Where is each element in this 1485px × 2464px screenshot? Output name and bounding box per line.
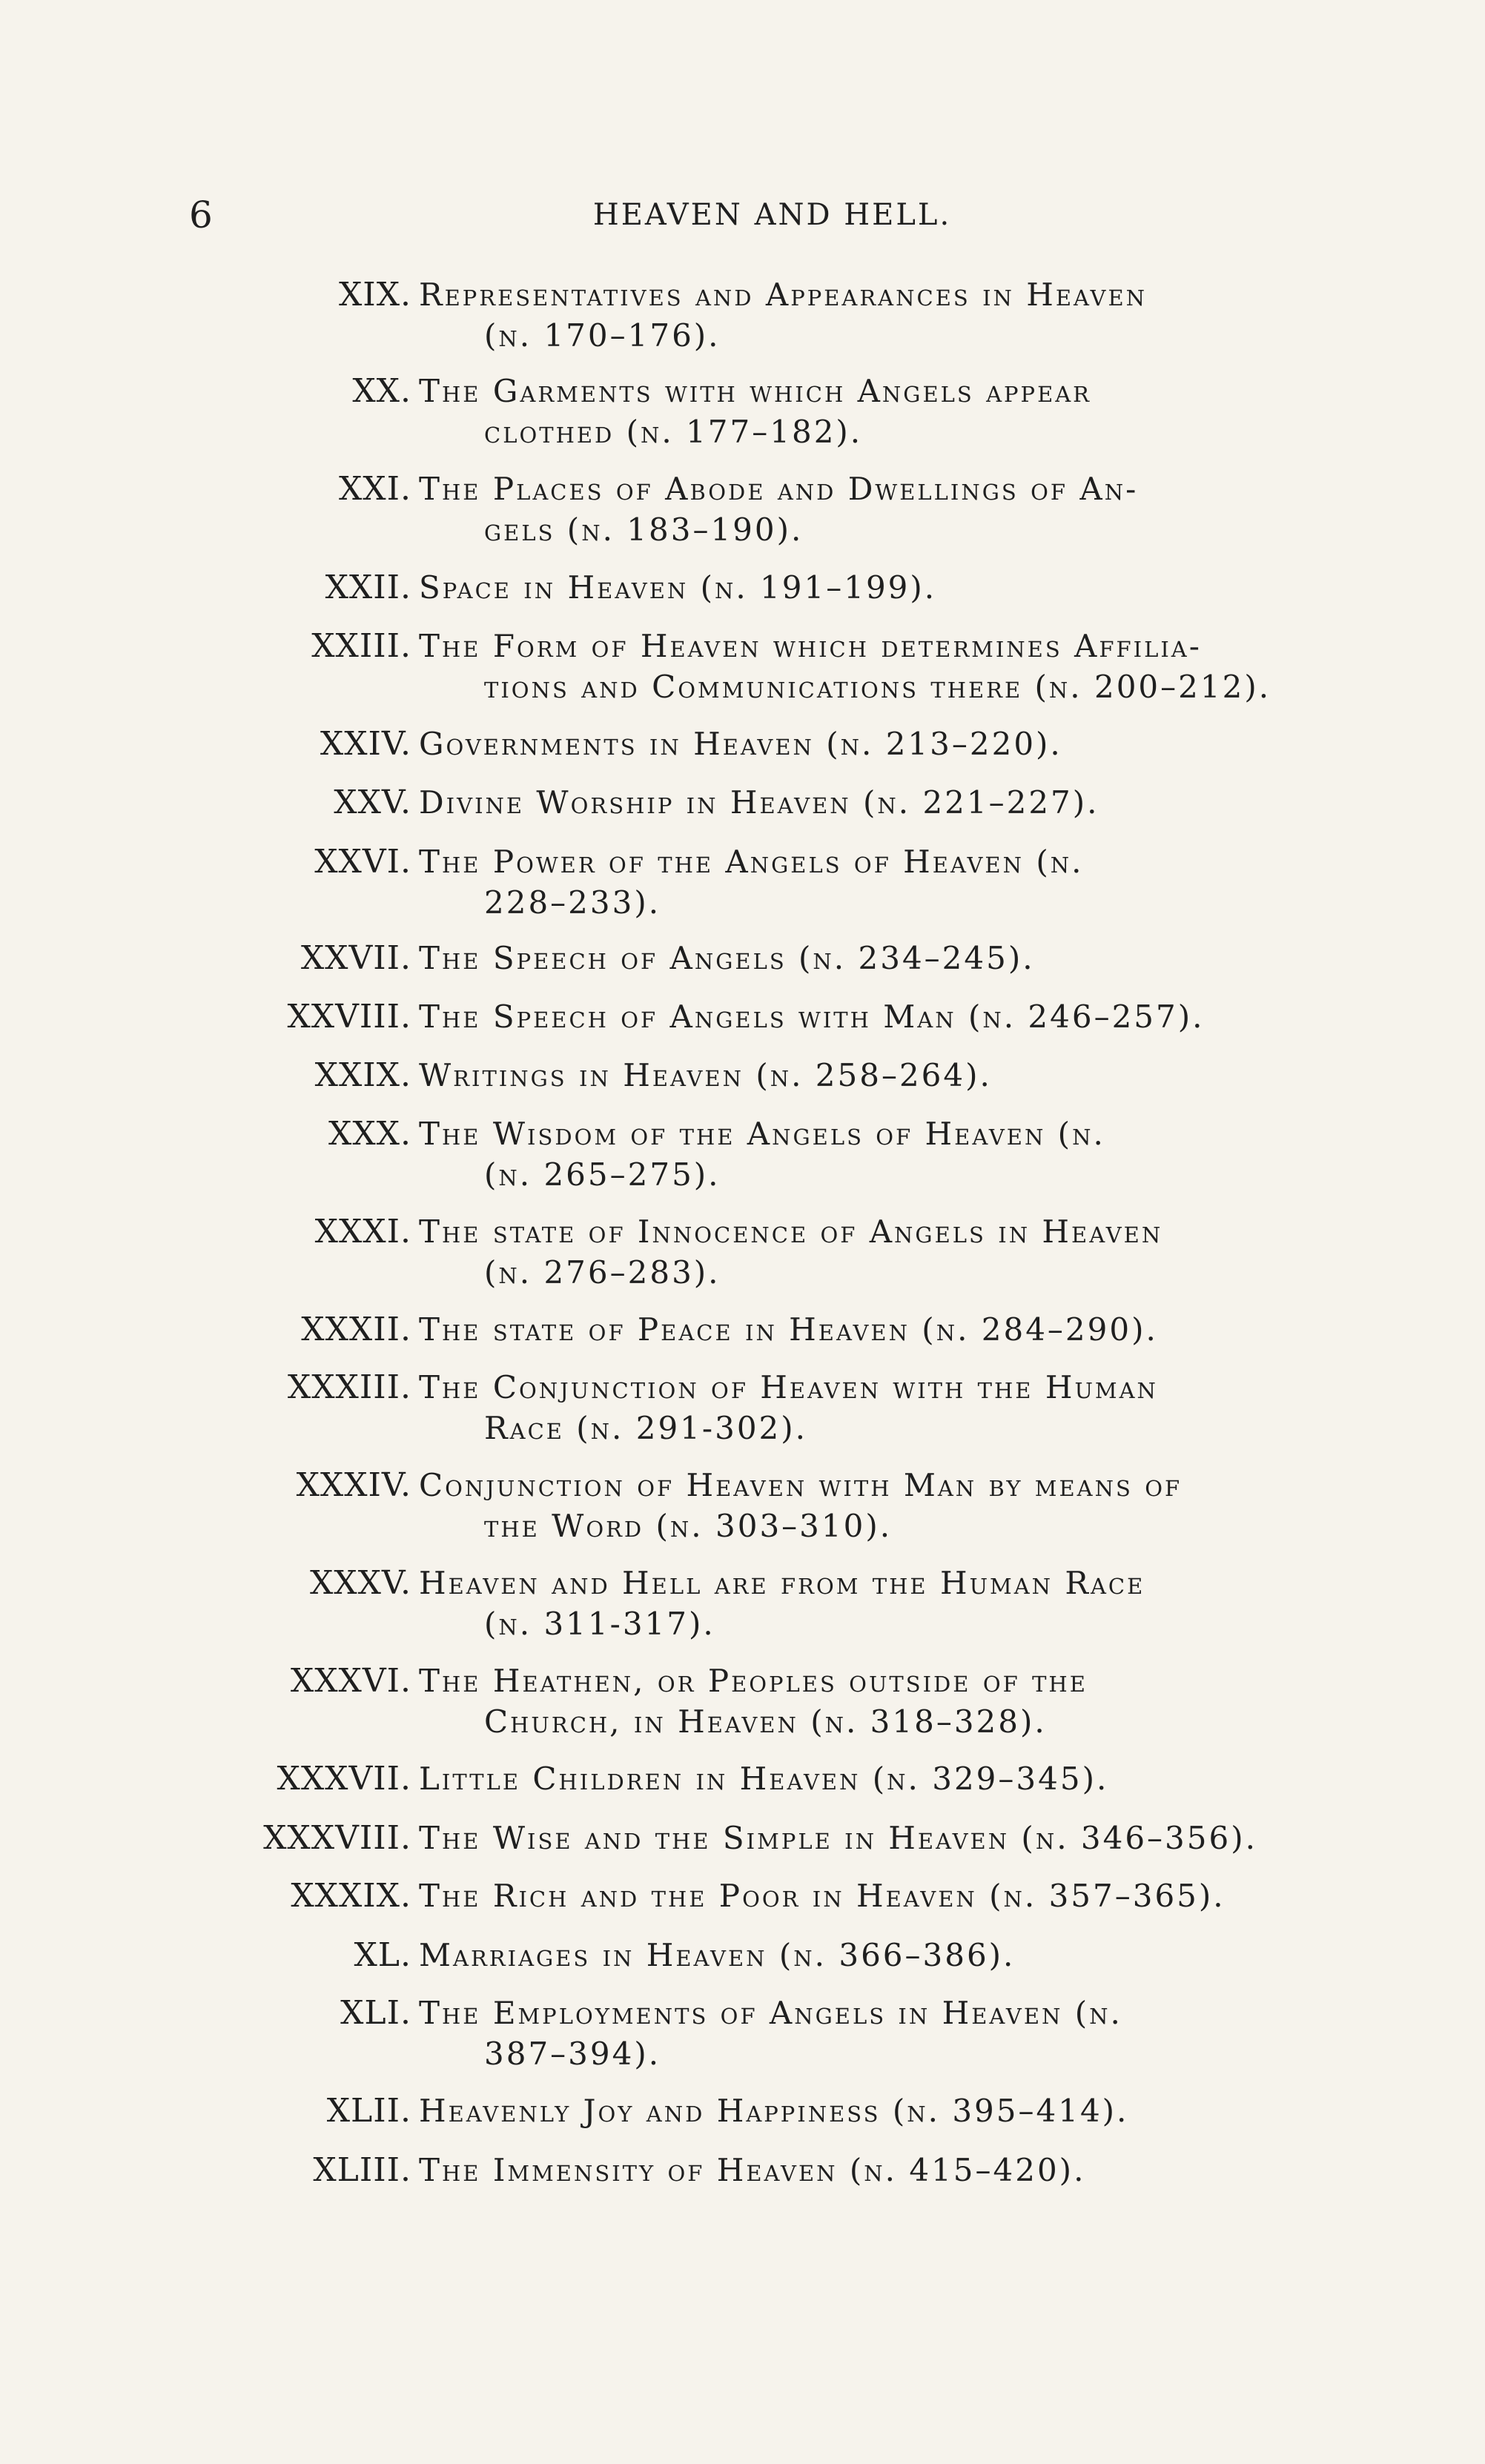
chapter-numeral: XLIII. xyxy=(313,2151,411,2189)
chapter-numeral: XXXVI. xyxy=(290,1662,411,1700)
chapter-numeral: XLI. xyxy=(340,1994,411,2032)
chapter-numeral: XXIX. xyxy=(314,1056,411,1094)
chapter-numeral: XXXIV. xyxy=(296,1466,411,1504)
chapter-title: The Wisdom of the Angels of Heaven (n. (n. 265–275). xyxy=(419,1116,1105,1193)
chapter-title: Writings in Heaven (n. 258–264). xyxy=(419,1057,992,1093)
chapter-numeral: XXIV. xyxy=(320,725,411,763)
chapter-numeral: XXXII. xyxy=(301,1311,411,1348)
chapter-numeral: XXI. xyxy=(338,470,411,508)
running-title: HEAVEN AND HELL. xyxy=(592,198,952,232)
chapter-title: Marriages in Heaven (n. 366–386). xyxy=(419,1937,1016,1973)
chapter-numeral: XXXIII. xyxy=(287,1368,411,1406)
chapter-title: The state of Innocence of Angels in Heaven (n. 276–283). xyxy=(419,1213,1163,1291)
chapter-title: The Immensity of Heaven (n. 415–420). xyxy=(419,2152,1086,2188)
chapter-numeral: XXIII. xyxy=(311,627,411,665)
chapter-numeral: XXXVIII. xyxy=(263,1819,411,1857)
page-header xyxy=(0,189,1485,241)
chapter-numeral: XXVIII. xyxy=(287,998,411,1036)
chapter-title: Governments in Heaven (n. 213–220). xyxy=(419,726,1062,762)
chapter-title: Heavenly Joy and Happiness (n. 395–414). xyxy=(419,2093,1129,2129)
chapter-title: The Form of Heaven which determines Affilia- tions and Communications there (n. 200–212). xyxy=(419,628,1271,705)
chapter-numeral: XXVI. xyxy=(314,843,411,881)
chapter-title: The Heathen, or Peoples outside of the Church, in Heaven (n. 318–328). xyxy=(419,1663,1088,1740)
page-number: 6 xyxy=(189,193,213,236)
chapter-title: Divine Worship in Heaven (n. 221–227). xyxy=(419,784,1099,821)
chapter-title: The Conjunction of Heaven with the Human Race (n. 291-302). xyxy=(419,1369,1158,1446)
chapter-numeral: XX. xyxy=(352,372,411,410)
chapter-numeral: XXXIX. xyxy=(291,1877,411,1915)
chapter-title: Conjunction of Heaven with Man by means of the Word (n. 303–310). xyxy=(419,1467,1183,1544)
chapter-title: Representatives and Appearances in Heaven (n. 170–176). xyxy=(419,276,1148,354)
chapter-title: The Wise and the Simple in Heaven (n. 346–356). xyxy=(419,1820,1257,1856)
chapter-title: The Garments with which Angels appear clothed (n. 177–182). xyxy=(419,373,1092,450)
chapter-title: The state of Peace in Heaven (n. 284–290). xyxy=(419,1311,1158,1348)
chapter-title: The Power of the Angels of Heaven (n. 228–233). xyxy=(419,844,1084,921)
chapter-numeral: XXII. xyxy=(325,569,411,606)
chapter-title: Little Children in Heaven (n. 329–345). xyxy=(419,1761,1109,1797)
chapter-numeral: XLII. xyxy=(326,2092,411,2130)
chapter-numeral: XXV. xyxy=(334,784,411,821)
chapter-title: Heaven and Hell are from the Human Race (n. 311-317). xyxy=(419,1565,1145,1642)
chapter-numeral: XIX. xyxy=(338,276,411,314)
chapter-title: Space in Heaven (n. 191–199). xyxy=(419,569,937,606)
chapter-numeral: XXVII. xyxy=(300,939,411,977)
chapter-numeral: XXXV. xyxy=(309,1564,411,1602)
chapter-title: The Speech of Angels (n. 234–245). xyxy=(419,940,1035,976)
chapter-title: The Employments of Angels in Heaven (n. 387–394). xyxy=(419,1995,1122,2072)
chapter-numeral: XXX. xyxy=(328,1115,411,1153)
chapter-numeral: XXXI. xyxy=(314,1213,411,1251)
chapter-numeral: XXXVII. xyxy=(277,1760,411,1798)
chapter-title: The Rich and the Poor in Heaven (n. 357–365). xyxy=(419,1878,1226,1914)
chapter-title: The Places of Abode and Dwellings of An- gels (n. 183–190). xyxy=(419,471,1139,548)
chapter-numeral: XL. xyxy=(354,1936,411,1974)
chapter-title: The Speech of Angels with Man (n. 246–257). xyxy=(419,998,1205,1035)
